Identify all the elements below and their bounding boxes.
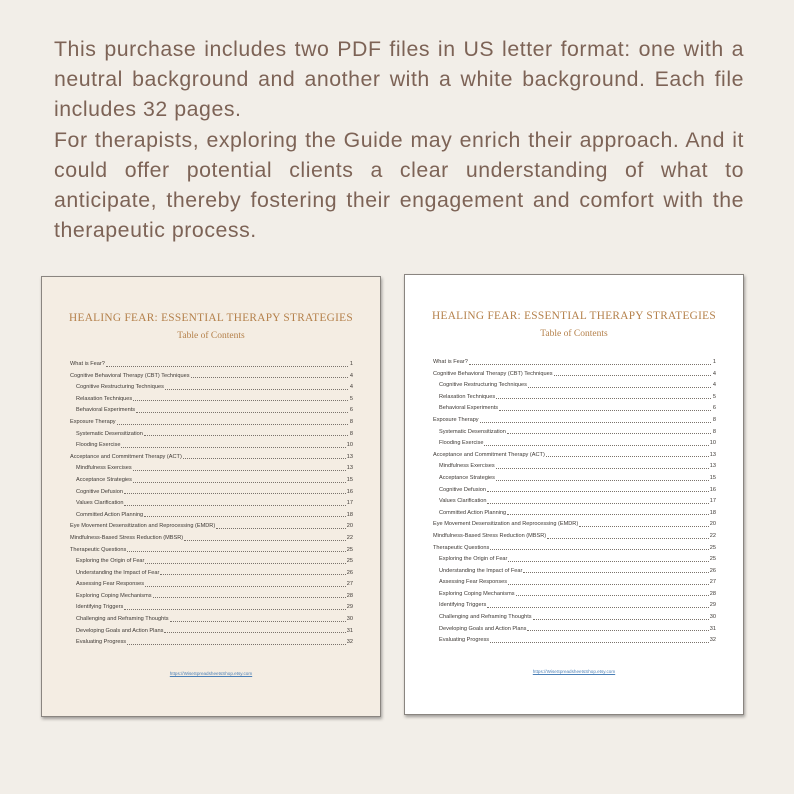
toc-entry-page: 17 — [346, 500, 353, 507]
toc-leader-dots — [183, 458, 346, 459]
toc-leader-dots — [124, 609, 346, 610]
toc-entry — [70, 611, 353, 623]
toc-entry-label: Acceptance Strategies — [76, 476, 132, 483]
toc-entry-label: Therapeutic Questions — [433, 544, 490, 551]
toc-entry-page: 27 — [346, 581, 353, 588]
toc-leader-dots — [469, 364, 711, 365]
toc-entry — [433, 470, 716, 482]
toc-entry — [433, 424, 716, 436]
toc-entry-label: Exploring the Origin of Fear — [439, 556, 508, 563]
toc-leader-dots — [127, 551, 345, 552]
toc-leader-dots — [507, 433, 711, 434]
toc-entry-page: 4 — [712, 382, 716, 389]
intro-text — [54, 34, 744, 245]
toc-entry-page: 16 — [709, 486, 716, 493]
toc-entry — [70, 368, 353, 380]
toc-entry-label: Evaluating Progress — [439, 637, 490, 644]
toc-entry — [433, 505, 716, 517]
toc-leader-dots — [124, 505, 345, 506]
toc-entry-label: What is Fear? — [433, 359, 468, 365]
toc-entry-label: Exploring the Origin of Fear — [76, 558, 145, 565]
toc-leader-dots — [133, 400, 348, 401]
toc-entry-page: 26 — [346, 569, 353, 576]
toc-entry-label: Evaluating Progress — [76, 639, 127, 646]
toc-entry — [70, 542, 353, 554]
toc-entry-page: 13 — [346, 465, 353, 472]
toc-entry — [70, 530, 353, 542]
toc-entry-label: Committed Action Planning — [439, 509, 507, 516]
toc-leader-dots — [127, 644, 346, 645]
toc-leader-dots — [145, 586, 346, 587]
toc-heading: Table of Contents — [540, 329, 608, 339]
toc-entry-page: 15 — [709, 474, 716, 481]
toc-leader-dots — [490, 549, 708, 550]
toc-entry-page: 32 — [346, 639, 353, 646]
document-title: HEALING FEAR: ESSENTIAL THERAPY STRATEGIES — [69, 312, 353, 324]
toc-entry-label: Exploring Coping Mechanisms — [439, 590, 515, 597]
toc-entry — [433, 574, 716, 586]
toc-entry — [433, 389, 716, 401]
toc-entry-page: 29 — [709, 602, 716, 609]
toc-entry — [70, 495, 353, 507]
document-title: HEALING FEAR: ESSENTIAL THERAPY STRATEGIES — [432, 310, 716, 322]
toc-leader-dots — [554, 375, 712, 376]
toc-entry — [433, 563, 716, 575]
toc-entry-page: 29 — [346, 604, 353, 611]
toc-entry-page: 25 — [346, 558, 353, 565]
toc-leader-dots — [527, 630, 708, 631]
toc-entry-label: Flooding Exercise — [76, 442, 121, 449]
toc-entry-label: Assessing Fear Responses — [439, 579, 508, 586]
toc-entry-page: 26 — [709, 567, 716, 574]
toc-leader-dots — [490, 642, 709, 643]
toc-entry-label: Cognitive Defusion — [76, 488, 123, 495]
toc-leader-dots — [144, 435, 348, 436]
toc-entry-page: 4 — [712, 370, 716, 377]
toc-entry-label: Eye Movement Desensitization and Reprocessing (EMDR) — [70, 523, 216, 530]
toc-entry-label: Understanding the Impact of Fear — [76, 569, 160, 576]
toc-entry — [433, 621, 716, 633]
toc-entry-label: Therapeutic Questions — [70, 546, 127, 553]
toc-entry-page: 8 — [712, 428, 716, 435]
toc-entry-label: Behavioral Experiments — [439, 405, 499, 412]
toc-entry — [70, 391, 353, 403]
toc-entry-page: 10 — [346, 442, 353, 449]
toc-entry — [70, 426, 353, 438]
toc-leader-dots — [528, 387, 711, 388]
toc-entry — [433, 366, 716, 378]
toc-entry-page: 5 — [349, 395, 353, 402]
toc-entry-page: 28 — [346, 592, 353, 599]
toc-entry — [433, 458, 716, 470]
toc-entry — [70, 553, 353, 565]
toc-entry-label: Assessing Fear Responses — [76, 581, 145, 588]
toc-entry-page: 18 — [346, 511, 353, 518]
toc-entry — [70, 356, 353, 368]
toc-entry-label: Systematic Desensitization — [76, 430, 143, 437]
toc-entry-page: 28 — [709, 590, 716, 597]
toc-entry-label: Identifying Triggers — [439, 602, 487, 609]
toc-entry-page: 6 — [712, 405, 716, 412]
toc-entry-label: Developing Goals and Action Plans — [439, 625, 527, 632]
toc-entry-page: 8 — [712, 416, 716, 423]
intro-paragraph-2: For therapists, exploring the Guide may enrich their approach. And it could offer potential clients a clear understanding of what to anticipate, thereby fostering their engagement and comfort with the therapeutic process. — [54, 127, 744, 243]
toc-entry-page: 25 — [709, 544, 716, 551]
toc-entry-page: 8 — [349, 430, 353, 437]
toc-entry — [70, 472, 353, 484]
toc-entry-page: 10 — [709, 440, 716, 447]
toc-entry — [433, 493, 716, 505]
toc-leader-dots — [165, 389, 348, 390]
table-of-contents — [433, 354, 716, 644]
toc-entry — [70, 449, 353, 461]
toc-entry — [70, 379, 353, 391]
toc-entry-label: Values Clarification — [439, 498, 487, 505]
toc-entry-label: Exploring Coping Mechanisms — [76, 592, 152, 599]
toc-leader-dots — [487, 607, 709, 608]
toc-entry-label: Challenging and Reframing Thoughts — [439, 614, 532, 621]
toc-entry-page: 31 — [709, 625, 716, 632]
toc-entry-page: 8 — [349, 418, 353, 425]
toc-entry-label: Flooding Exercise — [439, 440, 484, 447]
toc-entry-page: 4 — [349, 384, 353, 391]
shop-link[interactable]: https://WiseSpreadsheetsShop.etsy.com — [169, 671, 253, 676]
toc-leader-dots — [533, 619, 709, 620]
toc-leader-dots — [523, 572, 708, 573]
toc-entry-label: Mindfulness Exercises — [76, 465, 132, 472]
toc-entry-page: 32 — [709, 637, 716, 644]
toc-leader-dots — [507, 514, 709, 515]
toc-leader-dots — [508, 584, 709, 585]
toc-entry-label: Relaxation Techniques — [76, 395, 133, 402]
toc-leader-dots — [170, 621, 346, 622]
toc-leader-dots — [487, 503, 708, 504]
toc-entry-label: Cognitive Defusion — [439, 486, 486, 493]
toc-entry-label: Cognitive Restructuring Techniques — [76, 384, 164, 391]
intro-paragraph-1: This purchase includes two PDF files in US letter format: one with a neutral background and another with a white background. Each file includes 32 pages. — [54, 37, 744, 122]
toc-leader-dots — [153, 597, 346, 598]
toc-entry-label: Cognitive Behavioral Therapy (CBT) Techniques — [433, 370, 553, 377]
toc-leader-dots — [164, 632, 345, 633]
toc-entry-label: Mindfulness-Based Stress Reduction (MBSR) — [70, 534, 184, 541]
toc-leader-dots — [133, 470, 346, 471]
toc-entry-label: Committed Action Planning — [76, 511, 144, 518]
toc-leader-dots — [136, 412, 348, 413]
toc-entry-page: 20 — [709, 521, 716, 528]
toc-entry — [70, 588, 353, 600]
toc-entry — [70, 518, 353, 530]
toc-leader-dots — [121, 447, 345, 448]
toc-entry — [433, 435, 716, 447]
toc-entry-label: Cognitive Restructuring Techniques — [439, 382, 527, 389]
toc-leader-dots — [516, 595, 709, 596]
toc-entry — [433, 540, 716, 552]
toc-entry-label: Developing Goals and Action Plans — [76, 627, 164, 634]
toc-entry-page: 6 — [349, 407, 353, 414]
toc-entry-label: Behavioral Experiments — [76, 407, 136, 414]
toc-entry-label: Cognitive Behavioral Therapy (CBT) Techniques — [70, 372, 190, 379]
toc-entry-label: Eye Movement Desensitization and Reprocessing (EMDR) — [433, 521, 579, 528]
toc-entry — [70, 437, 353, 449]
toc-entry-page: 22 — [346, 534, 353, 541]
toc-leader-dots — [124, 493, 346, 494]
toc-entry-label: Identifying Triggers — [76, 604, 124, 611]
toc-leader-dots — [160, 574, 345, 575]
toc-leader-dots — [496, 480, 709, 481]
toc-leader-dots — [484, 445, 708, 446]
toc-leader-dots — [546, 456, 709, 457]
toc-entry-page: 30 — [346, 616, 353, 623]
toc-entry-page: 13 — [346, 453, 353, 460]
shop-link[interactable]: https://WiseSpreadsheetsShop.etsy.com — [532, 669, 616, 674]
toc-entry — [433, 482, 716, 494]
toc-leader-dots — [117, 424, 348, 425]
toc-entry — [433, 354, 716, 366]
toc-entry-page: 15 — [346, 476, 353, 483]
toc-entry-label: Systematic Desensitization — [439, 428, 506, 435]
toc-entry-page: 27 — [709, 579, 716, 586]
toc-leader-dots — [547, 538, 709, 539]
toc-leader-dots — [579, 526, 709, 527]
toc-entry-label: Values Clarification — [76, 500, 124, 507]
toc-entry-page: 20 — [346, 523, 353, 530]
toc-entry-label: What is Fear? — [70, 361, 105, 367]
toc-entry — [433, 551, 716, 563]
toc-leader-dots — [496, 468, 709, 469]
toc-entry-page: 1 — [349, 361, 353, 367]
toc-entry-label: Relaxation Techniques — [439, 393, 496, 400]
toc-entry-page: 17 — [709, 498, 716, 505]
toc-entry — [433, 586, 716, 598]
toc-entry-label: Understanding the Impact of Fear — [439, 567, 523, 574]
toc-leader-dots — [496, 398, 711, 399]
toc-heading: Table of Contents — [177, 331, 245, 341]
toc-leader-dots — [133, 482, 346, 483]
pdf-preview-white — [404, 274, 744, 715]
toc-entry-page: 16 — [346, 488, 353, 495]
toc-entry-label: Exposure Therapy — [433, 416, 479, 423]
toc-entry-page: 13 — [709, 463, 716, 470]
toc-entry-label: Mindfulness Exercises — [439, 463, 495, 470]
toc-entry-page: 30 — [709, 614, 716, 621]
toc-entry-label: Acceptance Strategies — [439, 474, 495, 481]
toc-leader-dots — [216, 528, 346, 529]
toc-entry-label: Exposure Therapy — [70, 418, 116, 425]
toc-leader-dots — [487, 491, 709, 492]
toc-entry — [70, 565, 353, 577]
toc-entry-page: 31 — [346, 627, 353, 634]
toc-entry — [433, 597, 716, 609]
toc-entry-page: 18 — [709, 509, 716, 516]
toc-leader-dots — [191, 377, 349, 378]
toc-entry-label: Acceptance and Commitment Therapy (ACT) — [70, 453, 182, 460]
toc-leader-dots — [145, 563, 345, 564]
toc-entry — [433, 609, 716, 621]
toc-entry — [70, 460, 353, 472]
toc-leader-dots — [480, 422, 711, 423]
toc-entry — [433, 400, 716, 412]
toc-entry — [70, 507, 353, 519]
toc-entry — [433, 516, 716, 528]
toc-entry-label: Acceptance and Commitment Therapy (ACT) — [433, 451, 545, 458]
toc-entry — [70, 623, 353, 635]
toc-entry — [433, 447, 716, 459]
toc-entry — [433, 377, 716, 389]
toc-leader-dots — [499, 410, 711, 411]
toc-entry-page: 13 — [709, 451, 716, 458]
toc-leader-dots — [144, 516, 346, 517]
pdf-preview-neutral — [41, 276, 381, 717]
toc-leader-dots — [106, 366, 348, 367]
toc-entry-page: 22 — [709, 532, 716, 539]
toc-entry — [70, 634, 353, 646]
toc-entry — [70, 402, 353, 414]
toc-entry — [433, 412, 716, 424]
table-of-contents — [70, 356, 353, 646]
toc-leader-dots — [184, 540, 346, 541]
toc-entry-page: 1 — [712, 359, 716, 365]
toc-entry — [70, 484, 353, 496]
toc-entry — [70, 414, 353, 426]
toc-entry-page: 25 — [709, 556, 716, 563]
toc-entry-label: Challenging and Reframing Thoughts — [76, 616, 169, 623]
toc-entry-page: 5 — [712, 393, 716, 400]
toc-entry — [70, 599, 353, 611]
toc-entry-page: 25 — [346, 546, 353, 553]
toc-entry — [70, 576, 353, 588]
toc-entry — [433, 528, 716, 540]
toc-entry — [433, 632, 716, 644]
toc-leader-dots — [508, 561, 708, 562]
toc-entry-label: Mindfulness-Based Stress Reduction (MBSR) — [433, 532, 547, 539]
toc-entry-page: 4 — [349, 372, 353, 379]
